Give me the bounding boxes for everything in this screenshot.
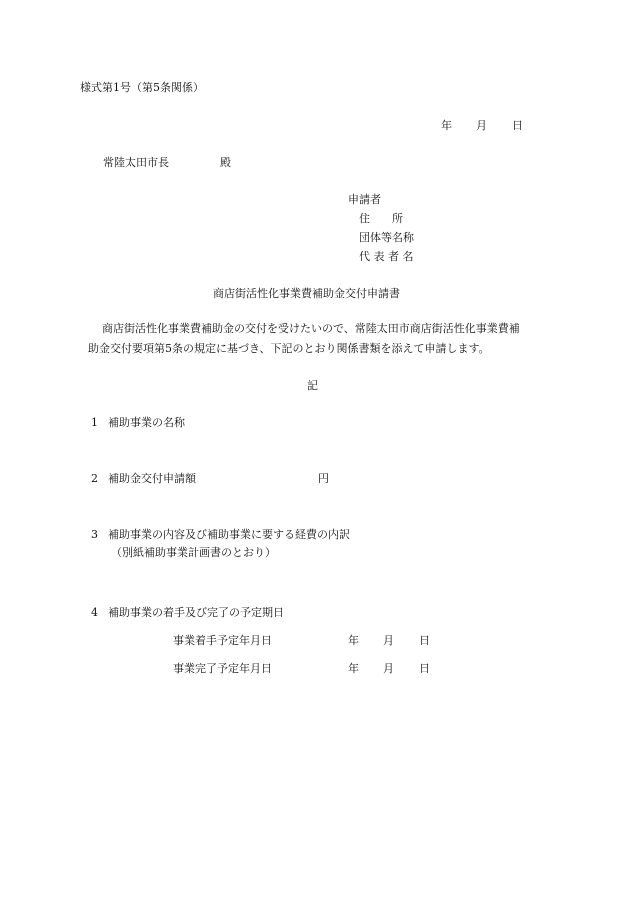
schedule-end-year: 年 — [348, 662, 359, 675]
applicant-heading: 申請者 — [348, 193, 381, 206]
schedule-start-month: 月 — [383, 634, 394, 647]
item-4-label: 補助事業の着手及び完了の予定期日 — [108, 606, 284, 619]
item-1-label: 補助事業の名称 — [108, 416, 185, 429]
date-day-label: 日 — [512, 119, 523, 132]
item-4-number: 4 — [91, 606, 98, 619]
document-title: 商店街活性化事業費補助金交付申請書 — [213, 287, 400, 300]
item-3-number: 3 — [91, 528, 98, 541]
body-text-line-1: 商店街活性化事業費補助金の交付を受けたいので、常陸太田市商店街活性化事業費補 — [102, 322, 520, 335]
item-2-unit: 円 — [318, 472, 329, 485]
schedule-end-day: 日 — [419, 662, 430, 675]
schedule-start-day: 日 — [419, 634, 430, 647]
body-text-line-2: 助金交付要項第5条の規定に基づき、下記のとおり関係書類を添えて申請します。 — [88, 342, 490, 355]
date-month-label: 月 — [476, 119, 487, 132]
item-3-note: （別紙補助事業計画書のとおり） — [111, 546, 276, 559]
form-number: 様式第1号（第5条関係） — [80, 81, 204, 94]
schedule-end-month: 月 — [383, 662, 394, 675]
addressee-honorific: 殿 — [220, 156, 231, 169]
item-3-label: 補助事業の内容及び補助事業に要する経費の内訳 — [108, 528, 350, 541]
ki-heading: 記 — [307, 379, 318, 392]
addressee-name: 常陸太田市長 — [103, 156, 169, 169]
item-2-number: 2 — [91, 472, 98, 485]
applicant-address-label: 住 所 — [359, 212, 403, 225]
applicant-representative-label: 代 表 者 名 — [359, 250, 414, 263]
schedule-start-year: 年 — [348, 634, 359, 647]
schedule-end-label: 事業完了予定年月日 — [173, 662, 272, 675]
schedule-start-label: 事業着手予定年月日 — [173, 634, 272, 647]
applicant-organization-label: 団体等名称 — [359, 231, 414, 244]
item-2-label: 補助金交付申請額 — [108, 472, 196, 485]
date-year-label: 年 — [441, 119, 452, 132]
item-1-number: 1 — [91, 416, 98, 429]
